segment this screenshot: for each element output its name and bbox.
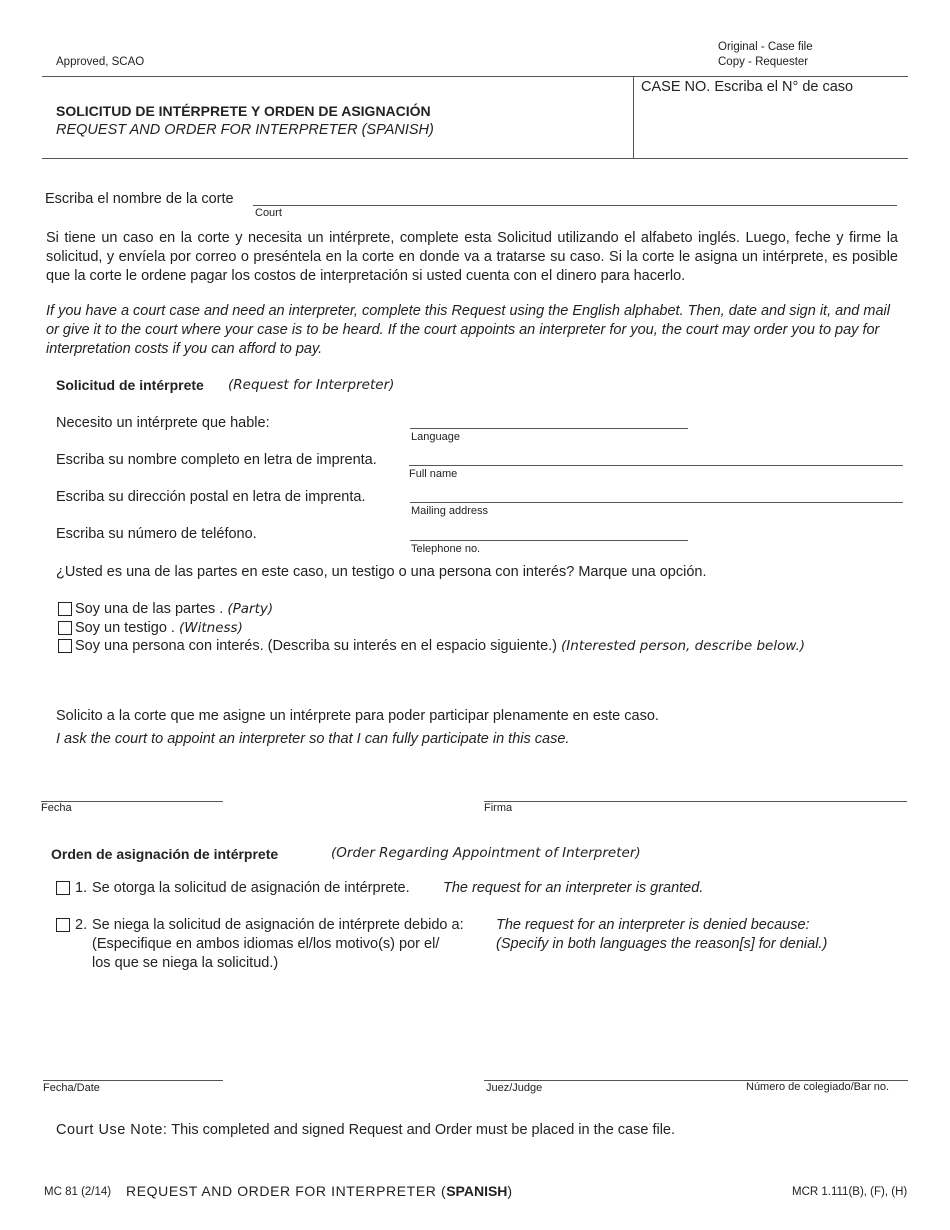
granted-text-spanish: Se otorga la solicitud de asignación de intérprete. bbox=[92, 880, 410, 896]
phone-caption: Telephone no. bbox=[411, 543, 481, 555]
language-field[interactable] bbox=[410, 428, 688, 429]
denied-text-spanish-3: los que se niega la solicitud.) bbox=[92, 955, 279, 971]
phone-label: Escriba su número de teléfono. bbox=[56, 526, 257, 542]
instructions-english: If you have a court case and need an interpreter, complete this Request using the English alphabet. Then, date and sign it, and mail or give it to the court where your case is to be heard. If the court appoints an interpreter for you, the court may order you to pay for interpretation costs if you can afford to pay. bbox=[46, 303, 890, 357]
interested-person-option bbox=[75, 638, 805, 654]
witness-checkbox[interactable] bbox=[58, 621, 72, 635]
form-number: MC 81 (2/14) bbox=[44, 1186, 112, 1198]
instructions-spanish: Si tiene un caso en la corte y necesita un intérprete, complete esta Solicitud utilizando el alfabeto inglés. Luego, feche y firme la solicitud, y envíela por correo o preséntela en la corte en donde va a tratarse su caso. Si la corte le asigna un intérprete, es posible que la corte le ordene pagar los costos de interpretación si usted cuenta con el dinero para hacerlo. bbox=[46, 230, 898, 284]
order-date-field[interactable] bbox=[43, 1080, 223, 1081]
denied-text-english-2: (Specify in both languages the reason[s] for denial.) bbox=[496, 936, 828, 952]
witness-option bbox=[75, 620, 243, 636]
judge-caption: Juez/Judge bbox=[486, 1082, 543, 1094]
court-field[interactable] bbox=[253, 205, 897, 206]
witness-option-english: (Witness) bbox=[178, 620, 243, 636]
interested-option-spanish: Soy una persona con interés. (Describa su interés en el espacio siguiente.) bbox=[75, 638, 557, 654]
witness-option-spanish: Soy un testigo . bbox=[75, 620, 175, 636]
approval-label: Approved, SCAO bbox=[56, 56, 145, 68]
request-statement-english: I ask the court to appoint an interpreter so that I can fully participate in this case. bbox=[56, 731, 570, 747]
case-number-field[interactable] bbox=[641, 100, 905, 152]
address-field[interactable] bbox=[410, 502, 903, 503]
court-use-note bbox=[56, 1122, 675, 1138]
request-signature-field[interactable] bbox=[484, 801, 907, 802]
party-option-spanish: Soy una de las partes . bbox=[75, 601, 224, 617]
interested-person-checkbox[interactable] bbox=[58, 639, 72, 653]
footer-title bbox=[126, 1183, 513, 1199]
language-caption: Language bbox=[411, 431, 460, 443]
interested-option-english: (Interested person, describe below.) bbox=[561, 638, 806, 654]
footer-title-prefix: REQUEST AND ORDER FOR INTERPRETER ( bbox=[126, 1183, 447, 1199]
party-option-english: (Party) bbox=[227, 601, 274, 617]
header-divider bbox=[633, 76, 634, 158]
order-heading: Orden de asignación de intérprete bbox=[51, 846, 279, 862]
footer-title-suffix: ) bbox=[507, 1183, 513, 1199]
order-date-caption: Fecha/Date bbox=[43, 1082, 100, 1094]
denied-number: 2. bbox=[75, 917, 88, 933]
address-label: Escriba su dirección postal en letra de imprenta. bbox=[56, 489, 366, 505]
denied-checkbox[interactable] bbox=[56, 918, 70, 932]
phone-field[interactable] bbox=[410, 540, 688, 541]
court-rule-reference: MCR 1.111(B), (F), (H) bbox=[792, 1186, 908, 1198]
full-name-label: Escriba su nombre completo en letra de imprenta. bbox=[56, 452, 377, 468]
request-heading-english: (Request for Interpreter) bbox=[228, 377, 395, 393]
full-name-caption: Full name bbox=[409, 468, 458, 480]
address-caption: Mailing address bbox=[411, 505, 489, 517]
granted-checkbox[interactable] bbox=[56, 881, 70, 895]
court-use-note-label: Court Use Note: bbox=[56, 1122, 168, 1138]
form-title-spanish: SOLICITUD DE INTÉRPRETE Y ORDEN DE ASIGNACIÓN bbox=[56, 103, 431, 119]
denied-text-spanish-2: (Especifique en ambos idiomas el/los motivo(s) por el/ bbox=[92, 936, 440, 952]
court-use-note-text: This completed and signed Request and Order must be placed in the case file. bbox=[171, 1122, 676, 1138]
court-caption: Court bbox=[255, 207, 282, 219]
denied-text-spanish-1: Se niega la solicitud de asignación de intérprete debido a: bbox=[92, 917, 464, 933]
footer-title-language: SPANISH bbox=[446, 1183, 508, 1199]
request-heading: Solicitud de intérprete bbox=[56, 377, 204, 393]
party-checkbox[interactable] bbox=[58, 602, 72, 616]
order-heading-english: (Order Regarding Appointment of Interpreter) bbox=[331, 845, 641, 861]
form-title-english: REQUEST AND ORDER FOR INTERPRETER (SPANISH) bbox=[56, 122, 434, 138]
request-signature-caption: Firma bbox=[484, 802, 513, 814]
request-date-caption: Fecha bbox=[41, 802, 72, 814]
denied-text-english-1: The request for an interpreter is denied because: bbox=[496, 917, 810, 933]
distribution-original: Original - Case file bbox=[718, 41, 813, 53]
full-name-field[interactable] bbox=[409, 465, 903, 466]
granted-text-english: The request for an interpreter is granted. bbox=[443, 880, 704, 896]
court-label: Escriba el nombre de la corte bbox=[45, 191, 234, 207]
bar-number-caption: Número de colegiado/Bar no. bbox=[746, 1081, 890, 1093]
party-question: ¿Usted es una de las partes en este caso, un testigo o una persona con interés? Marque una opción. bbox=[56, 564, 707, 580]
request-statement-spanish: Solicito a la corte que me asigne un intérprete para poder participar plenamente en este caso. bbox=[56, 708, 659, 724]
language-label: Necesito un intérprete que hable: bbox=[56, 415, 270, 431]
distribution-copy: Copy - Requester bbox=[718, 56, 809, 68]
granted-number: 1. bbox=[75, 880, 88, 896]
case-number-label: CASE NO. Escriba el N° de caso bbox=[641, 79, 854, 95]
party-option bbox=[75, 601, 273, 617]
header-bottom-rule bbox=[42, 158, 908, 159]
header-top-rule bbox=[42, 76, 908, 77]
